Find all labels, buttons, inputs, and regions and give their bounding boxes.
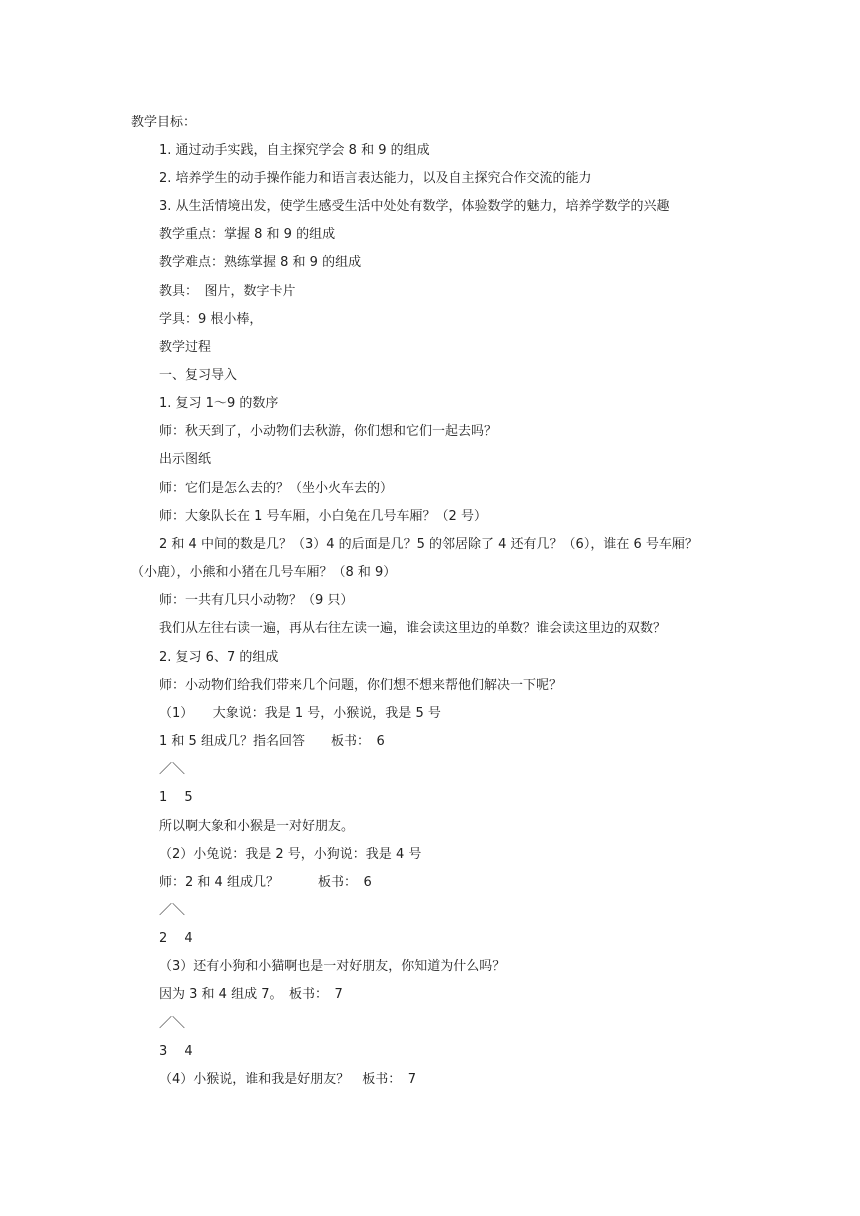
- difficult-point: 教学难点：熟练掌握 8 和 9 的组成: [159, 255, 362, 270]
- number-bond-branch: ／＼: [159, 1016, 186, 1031]
- paragraph-line: 师：小动物们给我们带来几个问题，你们想不想来帮他们解决一下呢？: [159, 678, 563, 693]
- paragraph-line: （4）小猴说，谁和我是好朋友？ 板书： 7: [159, 1072, 417, 1087]
- paragraph-line: 2 和 4 中间的数是几？（3）4 的后面是几？5 的邻居除了 4 还有几？（6），谁在 6 号车厢？: [159, 537, 698, 552]
- section-review-heading: 一、复习导入: [159, 368, 238, 383]
- paragraph-line: 师：2 和 4 组成几？ 板书： 6: [159, 875, 372, 890]
- paragraph-line: 我们从左往右读一遍，再从右往左读一遍，谁会读这里边的单数？谁会读这里边的双数？: [159, 621, 667, 636]
- objective-3: 3. 从生活情境出发，使学生感受生活中处处有数学，体验数学的魅力，培养学数学的兴趣: [159, 199, 670, 214]
- paragraph-line: 因为 3 和 4 组成 7。 板书： 7: [159, 987, 343, 1002]
- objectives-heading: 教学目标：: [131, 115, 197, 130]
- paragraph-line: 出示图纸: [159, 452, 212, 467]
- objective-2: 2. 培养学生的动手操作能力和语言表达能力，以及自主探究合作交流的能力: [159, 171, 592, 186]
- student-aids: 学具：9 根小棒，: [159, 312, 263, 327]
- number-bond-branch: ／＼: [159, 762, 186, 777]
- paragraph-line: 师：秋天到了，小动物们去秋游，你们想和它们一起去吗？: [159, 424, 498, 439]
- step-2-heading: 2. 复习 6、7 的组成: [159, 650, 279, 665]
- paragraph-line: （3）还有小狗和小猫啊也是一对好朋友，你知道为什么吗？: [159, 959, 506, 974]
- process-heading: 教学过程: [159, 340, 212, 355]
- paragraph-line: 师：一共有几只小动物？（9 只）: [159, 593, 354, 608]
- number-bond-parts: 2 4: [159, 931, 193, 946]
- paragraph-line: （2）小兔说：我是 2 号，小狗说：我是 4 号: [159, 847, 422, 862]
- key-point: 教学重点：掌握 8 和 9 的组成: [159, 227, 336, 242]
- step-1-heading: 1. 复习 1～9 的数序: [159, 396, 279, 411]
- number-bond-branch: ／＼: [159, 903, 186, 918]
- paragraph-line: （小鹿），小熊和小猪在几号车厢？（8 和 9）: [131, 565, 397, 580]
- number-bond-parts: 3 4: [159, 1044, 193, 1059]
- paragraph-line: 1 和 5 组成几？指名回答 板书： 6: [159, 734, 385, 749]
- paragraph-line: 师：它们是怎么去的？（坐小火车去的）: [159, 481, 394, 496]
- number-bond-parts: 1 5: [159, 790, 193, 805]
- paragraph-line: 师：大象队长在 1 号车厢，小白兔在几号车厢？（2 号）: [159, 509, 487, 524]
- paragraph-line: 所以啊大象和小猴是一对好朋友。: [159, 819, 355, 834]
- paragraph-line: （1） 大象说：我是 1 号，小猴说，我是 5 号: [159, 706, 441, 721]
- objective-1: 1. 通过动手实践，自主探究学会 8 和 9 的组成: [159, 143, 430, 158]
- teaching-aids: 教具： 图片，数字卡片: [159, 284, 296, 299]
